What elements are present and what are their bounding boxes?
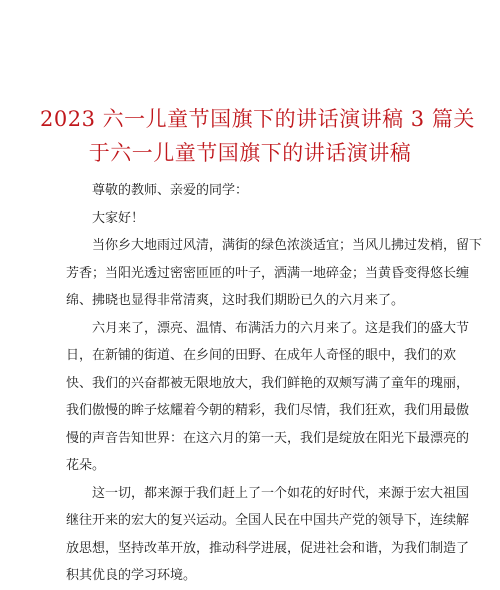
paragraph-line: 大家好！ (92, 210, 145, 226)
document-body (66, 177, 483, 590)
paragraph-line: 继往开来的宏大的复兴运动。全国人民在中国共产党的领导下，连续解 (66, 513, 470, 528)
paragraph-june-arrival (66, 232, 483, 315)
paragraph-line: 尊敬的教师、亲爱的同学： (92, 183, 249, 198)
paragraph-greeting (66, 177, 436, 205)
paragraph-line: 绵、拂晓也显得非常清爽，这时我们期盼已久的六月来了。 (66, 293, 405, 308)
title-line-1: 2023 六一儿童节国旗下的讲话演讲稿 3 篇关 (40, 107, 475, 131)
paragraph-line: 芳香；当阳光透过密密匝匝的叶子，洒满一地碎金；当黄昏变得悠长缠 (66, 265, 470, 281)
paragraph-good-era (66, 480, 470, 590)
title-line-2: 于六一儿童节国旗下的讲话演讲稿 (88, 141, 412, 165)
paragraph-line: 慢的声音告知世界：在这六月的第一天，我们是绽放在阳光下最漂亮的 (66, 430, 470, 446)
paragraph-hello (66, 205, 436, 233)
paragraph-line: 放思想，坚持改革开放，推动科学进展，促进社会和谐，为我们制造了 (66, 540, 470, 556)
paragraph-line: 积其优良的学习环境。 (66, 568, 197, 583)
paragraph-june-festival (66, 315, 470, 480)
document-title (40, 102, 475, 170)
paragraph-line: 我们傲慢的眸子炫耀着今朝的精彩，我们尽情，我们狂欢，我们用最傲 (66, 403, 470, 418)
paragraph-line: 花朵。 (66, 458, 106, 473)
paragraph-line: 六月来了，漂亮、温情、布满活力的六月来了。这是我们的盛大节 (92, 320, 470, 336)
paragraph-line: 当你乡大地雨过风清，满街的绿色浓淡适宜；当风儿拂过发梢，留下 (92, 238, 483, 253)
paragraph-line: 这一切，都来源于我们赶上了一个如花的好时代，来源于宏大祖国 (92, 485, 470, 501)
paragraph-line: 快、我们的兴奋都被无限地放大，我们鲜艳的双颊写满了童年的瑰丽， (66, 375, 470, 391)
paragraph-line: 日，在新铺的街道、在乡间的田野、在成年人奇怪的眼中，我们的欢 (66, 348, 457, 363)
